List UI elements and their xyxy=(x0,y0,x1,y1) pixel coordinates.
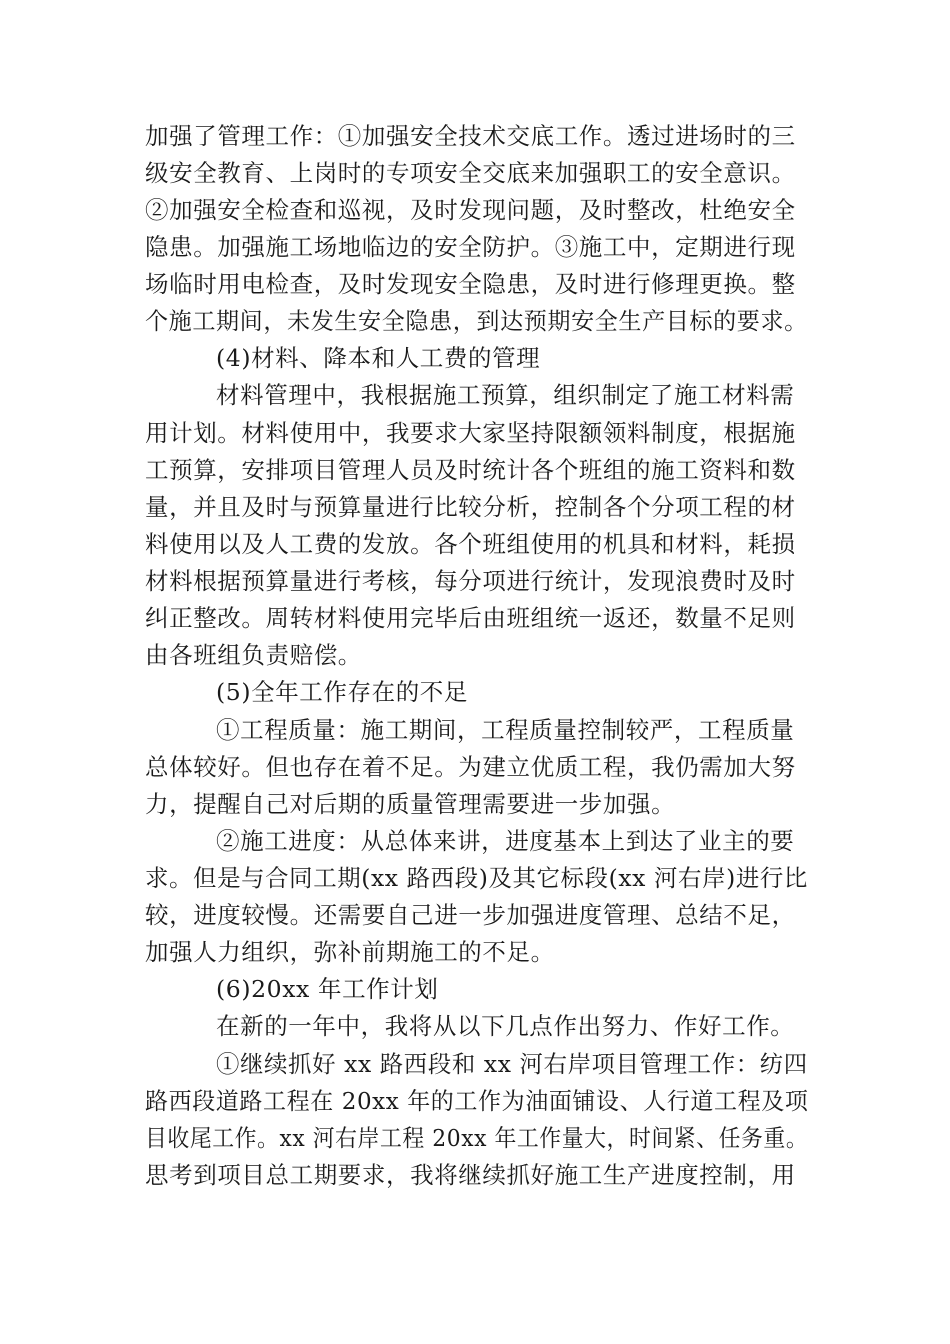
text-line: 总体较好。但也存在着不足。为建立优质工程，我仍需加大努 xyxy=(145,753,796,781)
text-line: 加强人力组织，弥补前期施工的不足。 xyxy=(145,938,555,966)
text-line: 级安全教育、上岗时的专项安全交底来加强职工的安全意识。 xyxy=(145,159,796,187)
text-line: 用计划。材料使用中，我要求大家坚持限额领料制度，根据施 xyxy=(145,419,796,447)
text-line: 材料根据预算量进行考核，每分项进行统计，发现浪费时及时 xyxy=(145,567,796,595)
text-line: 思考到项目总工期要求，我将继续抓好施工生产进度控制，用 xyxy=(145,1161,796,1189)
text-line: 工预算，安排项目管理人员及时统计各个班组的施工资料和数 xyxy=(145,456,796,484)
text-line: 由各班组负责赔偿。 xyxy=(145,641,362,669)
text-line: ①继续抓好 xx 路西段和 xx 河右岸项目管理工作：纺四 xyxy=(216,1050,808,1078)
text-line: ②加强安全检查和巡视，及时发现问题，及时整改，杜绝安全 xyxy=(145,196,796,224)
text-line: 较，进度较慢。还需要自己进一步加强进度管理、总结不足， xyxy=(145,901,796,929)
text-line: ①工程质量：施工期间，工程质量控制较严，工程质量 xyxy=(216,716,795,744)
section-heading: (6)20xx 年工作计划 xyxy=(216,975,439,1003)
text-line: 纠正整改。周转材料使用完毕后由班组统一返还，数量不足则 xyxy=(145,604,796,632)
text-line: 料使用以及人工费的发放。各个班组使用的机具和材料，耗损 xyxy=(145,530,796,558)
section-heading: (4)材料、降本和人工费的管理 xyxy=(216,344,541,372)
text-line: 目收尾工作。xx 河右岸工程 20xx 年工作量大，时间紧、任务重。 xyxy=(145,1124,809,1152)
text-line: 力，提醒自己对后期的质量管理需要进一步加强。 xyxy=(145,790,676,818)
text-line: 在新的一年中，我将从以下几点作出努力、作好工作。 xyxy=(216,1012,795,1040)
text-line: 路西段道路工程在 20xx 年的工作为油面铺设、人行道工程及项 xyxy=(145,1087,809,1115)
text-line: 量，并且及时与预算量进行比较分析，控制各个分项工程的材 xyxy=(145,493,796,521)
text-line: 隐患。加强施工场地临边的安全防护。③施工中，定期进行现 xyxy=(145,233,796,261)
section-heading: (5)全年工作存在的不足 xyxy=(216,678,468,706)
text-line: 材料管理中，我根据施工预算，组织制定了施工材料需 xyxy=(216,381,795,409)
text-line: 个施工期间，未发生安全隐患，到达预期安全生产目标的要求。 xyxy=(145,307,808,335)
text-line: 求。但是与合同工期(xx 路西段)及其它标段(xx 河右岸)进行比 xyxy=(145,864,808,892)
text-line: ②施工进度：从总体来讲，进度基本上到达了业主的要 xyxy=(216,827,795,855)
text-line: 加强了管理工作：①加强安全技术交底工作。透过进场时的三 xyxy=(145,122,796,150)
text-line: 场临时用电检查，及时发现安全隐患，及时进行修理更换。整 xyxy=(145,270,796,298)
